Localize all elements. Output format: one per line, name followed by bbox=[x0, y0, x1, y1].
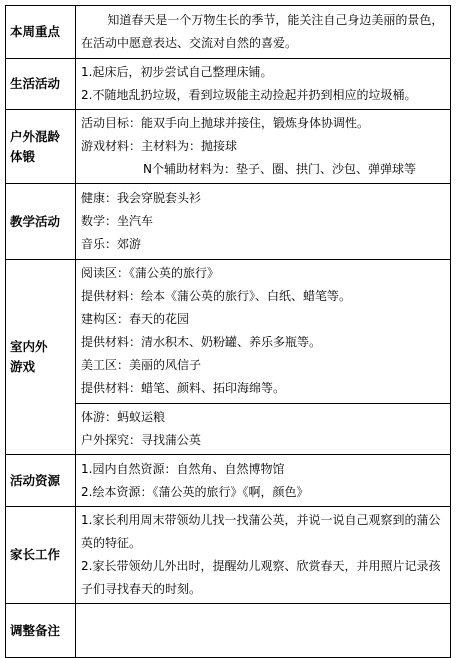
teaching-health: 健康：我会穿脱套头衫 bbox=[81, 191, 202, 205]
life-line-2: 2.不随地乱扔垃圾，看到垃圾能主动捡起并扔到相应的垃圾桶。 bbox=[81, 88, 417, 102]
content-life bbox=[76, 59, 451, 110]
label-indoor-outdoor-line2: 游戏 bbox=[10, 359, 36, 374]
label-outdoor-mixed-line1: 户外混龄 bbox=[10, 128, 61, 144]
art-area: 美工区：美丽的风信子 bbox=[81, 358, 202, 372]
content-teaching bbox=[76, 184, 451, 260]
weekly-plan-table bbox=[5, 5, 451, 658]
label-outdoor-mixed-line2: 体锻 bbox=[10, 148, 36, 164]
outdoor-goal: 活动目标：能双手向上抛球并接住，锻炼身体协调性。 bbox=[81, 116, 370, 130]
outdoor-explore: 户外探究：寻找蒲公英 bbox=[81, 433, 202, 447]
label-life: 生活活动 bbox=[6, 59, 76, 110]
label-resources: 活动资源 bbox=[6, 455, 76, 507]
label-outdoor-mixed bbox=[6, 110, 76, 184]
teaching-math: 数学：坐汽车 bbox=[81, 214, 154, 228]
label-indoor-outdoor-line1: 室内外 bbox=[10, 339, 48, 354]
row-indoor-outdoor bbox=[6, 260, 451, 455]
art-materials: 提供材料：蜡笔、颜料、拓印海绵等。 bbox=[81, 381, 286, 395]
outdoor-aux-material: N个辅助材料为：垫子、圈、拱门、沙包、弹弹球等 bbox=[143, 162, 416, 176]
teaching-music: 音乐：郊游 bbox=[81, 237, 142, 251]
label-teaching: 教学活动 bbox=[6, 184, 76, 260]
reading-materials: 提供材料：绘本《蒲公英的旅行》、白纸、蜡笔等。 bbox=[81, 289, 352, 303]
content-indoor-outdoor bbox=[76, 260, 451, 455]
label-focus: 本周重点 bbox=[6, 6, 76, 59]
content-resources bbox=[76, 455, 451, 507]
parent-item-2: 2.家长带领幼儿外出时，提醒幼儿观察、欣赏春天，并用照片记录孩子们寻找春天的时刻。 bbox=[81, 559, 441, 596]
construction-area: 建构区：春天的花园 bbox=[81, 312, 190, 326]
content-focus bbox=[76, 6, 451, 59]
label-notes: 调整备注 bbox=[6, 604, 76, 658]
life-line-1: 1.起床后，初步尝试自己整理床铺。 bbox=[81, 65, 273, 79]
label-indoor-outdoor bbox=[6, 260, 76, 455]
row-resources bbox=[6, 455, 451, 507]
resource-line-2: 2.绘本资源：《蒲公英的旅行》《啊，颜色》 bbox=[81, 484, 309, 499]
row-parents bbox=[6, 507, 451, 604]
row-notes bbox=[6, 604, 451, 658]
parent-item-1: 1.家长利用周末带领幼儿找一找蒲公英，并说一说自己观察到的蒲公英的特征。 bbox=[81, 513, 441, 550]
outdoor-main-material: 游戏材料：主材料为：抛接球 bbox=[81, 139, 238, 153]
content-parents bbox=[76, 507, 451, 604]
sports-game: 体游：蚂蚁运粮 bbox=[81, 410, 166, 424]
focus-text: 知道春天是一个万物生长的季节，能关注自己身边美丽的景色，在活动中愿意表达、交流对自然的喜爱。 bbox=[81, 13, 444, 50]
row-outdoor-mixed bbox=[6, 110, 451, 184]
row-teaching bbox=[6, 184, 451, 260]
row-life bbox=[6, 59, 451, 110]
content-notes bbox=[76, 604, 451, 658]
construction-materials: 提供材料：清水积木、奶粉罐、养乐多瓶等。 bbox=[81, 335, 322, 349]
label-parents: 家长工作 bbox=[6, 507, 76, 604]
resource-line-1: 1.园内自然资源：自然角、自然博物馆 bbox=[81, 461, 285, 476]
reading-area: 阅读区：《蒲公英的旅行》 bbox=[81, 266, 220, 280]
content-outdoor-mixed bbox=[76, 110, 451, 184]
row-focus bbox=[6, 6, 451, 59]
